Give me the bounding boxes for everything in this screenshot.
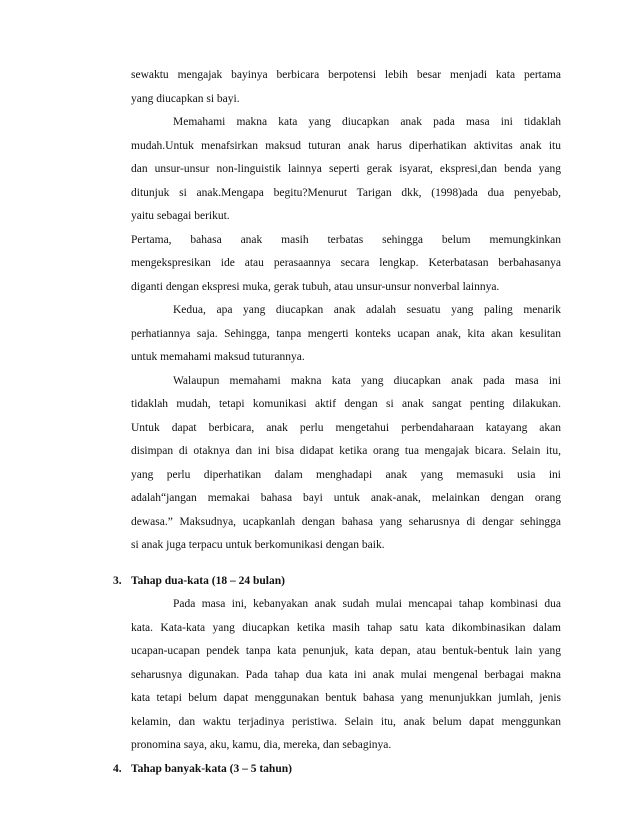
section-number: 3. xyxy=(113,574,122,587)
text-line: Memahami makna kata yang diucapkan anak pada masa ini tidaklah xyxy=(173,116,561,128)
text-line: Pada masa ini, kebanyakan anak sudah mulai mencapai tahap kombinasi dua xyxy=(173,598,561,610)
text-line: yang diucapkan si bayi. xyxy=(131,92,240,105)
section-3 xyxy=(113,570,561,758)
paragraph xyxy=(131,111,561,229)
section-heading xyxy=(113,758,561,782)
text-line: Pertama, bahasa anak masih terbatas sehingga belum memungkinkan xyxy=(131,233,561,246)
text-line: yaitu sebagai berikut. xyxy=(131,210,230,222)
text-line: Walaupun memahami makna kata yang diucapkan anak pada masa ini xyxy=(173,374,561,387)
text-line: sewaktu mengajak bayinya berbicara berpotensi lebih besar menjadi kata pertama xyxy=(131,69,561,81)
text-line: ucapan-ucapan pendek tanpa kata penunjuk, kata depan, atau bentuk-bentuk lain yang xyxy=(131,645,561,657)
section-heading xyxy=(113,570,561,594)
paragraph xyxy=(131,64,561,111)
text-line: dewasa.” Maksudnya, ucapkanlah dengan bahasa yang seharusnya di dengar sehingga xyxy=(131,515,561,528)
paragraph xyxy=(131,229,561,300)
document-body xyxy=(113,64,561,781)
text-line: dan unsur-unsur non-linguistik lainnya seperti gerak isyarat, ekspresi,dan benda yang xyxy=(131,163,561,175)
text-line: Kedua, apa yang diucapkan anak adalah sesuatu yang paling menarik xyxy=(173,304,561,316)
section-title: Tahap dua-kata (18 – 24 bulan) xyxy=(131,574,285,587)
paragraph xyxy=(131,299,561,370)
text-line: kata. Kata-kata yang diucapkan ketika masih tahap satu kata dikombinasikan dalam xyxy=(131,621,561,634)
section-number: 4. xyxy=(113,762,122,775)
section-4 xyxy=(113,758,561,782)
text-line: Untuk dapat berbicara, anak perlu mengetahui perbendaharaan katayang akan xyxy=(131,421,561,434)
text-line: si anak juga terpacu untuk berkomunikasi dengan baik. xyxy=(131,539,385,551)
text-line: ditunjuk si anak.Mengapa begitu?Menurut Tarigan dkk, (1998)ada dua penyebab, xyxy=(131,186,561,199)
text-line: adalah“jangan memakai bahasa bayi untuk anak-anak, melainkan dengan orang xyxy=(131,492,561,504)
text-line: diganti dengan ekspresi muka, gerak tubuh, atau unsur-unsur nonverbal lainnya. xyxy=(131,280,500,293)
text-line: yang perlu diperhatikan dalam menghadapi anak yang memasuki usia ini xyxy=(131,468,561,481)
text-line: seharusnya digunakan. Pada tahap dua kata ini anak mulai mengenal berbagai makna xyxy=(131,668,561,681)
text-line: disimpan di otaknya dan ini bisa didapat ketika orang tua mengajak bicara. Selain itu, xyxy=(131,445,561,457)
text-line: untuk memahami maksud tuturannya. xyxy=(131,351,305,363)
text-line: tidaklah mudah, tetapi komunikasi aktif dengan si anak sangat penting dilakukan. xyxy=(131,398,561,410)
paragraph xyxy=(131,370,561,558)
text-line: kata tetapi belum dapat menggunakan bentuk bahasa yang menunjukkan jumlah, jenis xyxy=(131,692,561,704)
text-line: perhatiannya saja. Sehingga, tanpa mengerti konteks ucapan anak, kita akan kesulitan xyxy=(131,327,561,340)
section-title: Tahap banyak-kata (3 – 5 tahun) xyxy=(131,762,292,775)
text-line: mengekspresikan ide atau perasaannya secara lengkap. Keterbatasan berbahasanya xyxy=(131,257,561,269)
text-line: kelamin, dan waktu terjadinya peristiwa. Selain itu, anak belum dapat menggunkan xyxy=(131,715,561,728)
section-spacer xyxy=(131,558,561,570)
text-line: pronomina saya, aku, kamu, dia, mereka, dan sebaginya. xyxy=(131,739,392,751)
text-line: mudah.Untuk menafsirkan maksud tuturan anak harus diperhatikan aktivitas anak itu xyxy=(131,139,561,152)
